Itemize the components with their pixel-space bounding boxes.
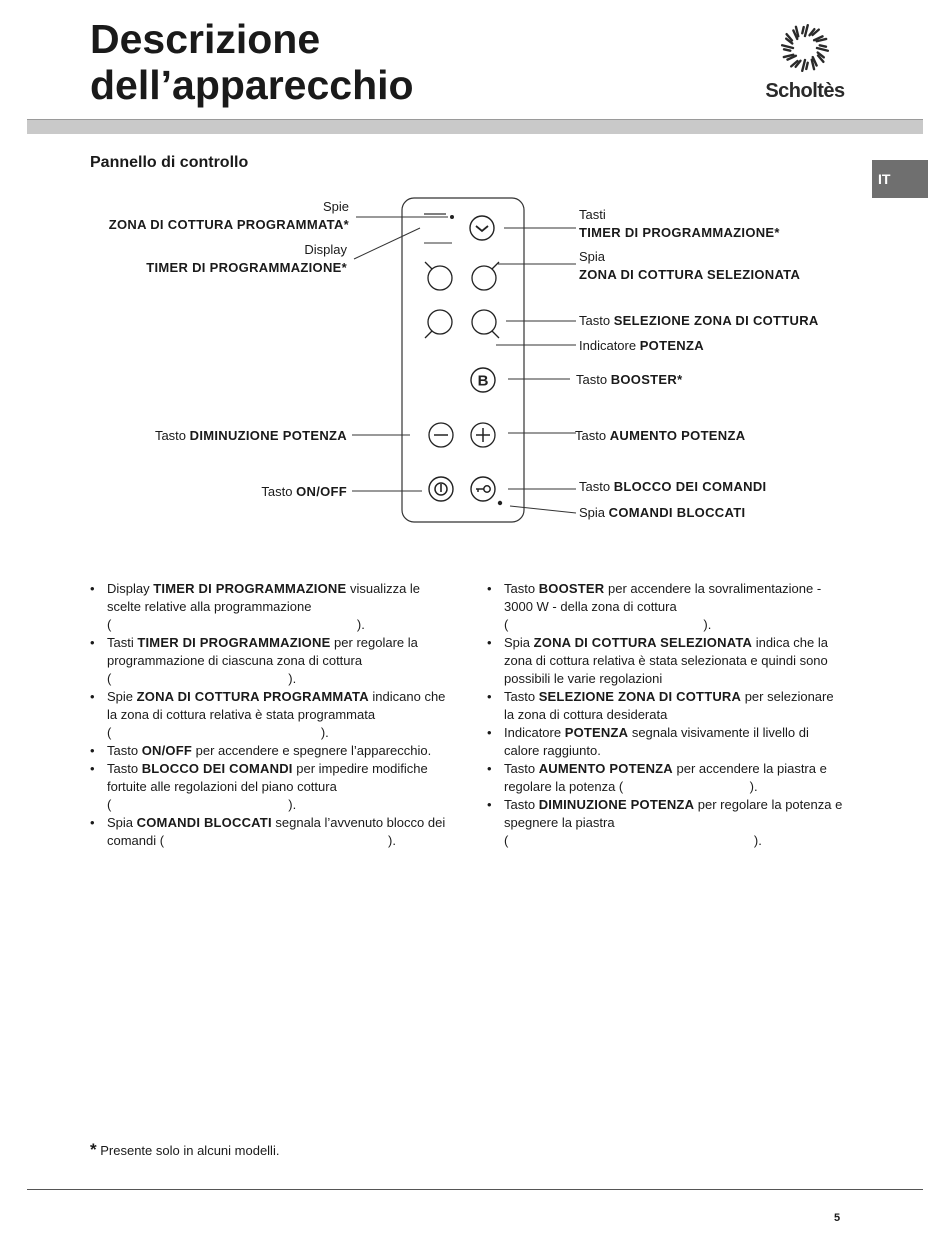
on-off-button[interactable] bbox=[429, 477, 453, 501]
list-item-text: per accendere e spegnere l’apparecchio. bbox=[192, 743, 432, 758]
label-aumento-pre: Tasto bbox=[575, 428, 610, 443]
list-item-prefix: Tasto bbox=[504, 761, 539, 776]
list-item-keyword: ZONA DI COTTURA PROGRAMMATA bbox=[136, 689, 369, 704]
list-item-keyword: DIMINUZIONE POTENZA bbox=[538, 797, 695, 812]
list-item-prefix: Tasto bbox=[107, 743, 142, 758]
list-item bbox=[90, 742, 450, 760]
list-item-text: indica che la zona di cottura relativa è stata selezionata e quindi sono possibili le varie regolazioni bbox=[504, 635, 828, 686]
list-item bbox=[487, 580, 847, 634]
label-booster bbox=[576, 371, 682, 389]
list-item-prefix: Spia bbox=[504, 635, 534, 650]
zone-selected-indicator-left bbox=[425, 262, 452, 290]
label-indicatore bbox=[579, 337, 704, 355]
footnote-star: * bbox=[90, 1140, 97, 1159]
timer-button[interactable] bbox=[470, 216, 494, 240]
section-title: Pannello di controllo bbox=[90, 154, 249, 171]
label-selezione-bold: SELEZIONE ZONA DI COTTURA bbox=[613, 313, 819, 328]
list-item-prefix: Tasto bbox=[504, 581, 539, 596]
panel-outline bbox=[402, 198, 524, 522]
list-item-text: per accendere la piastra e regolare la potenza ( ). bbox=[504, 761, 827, 794]
label-spia-bloccati-bold: COMANDI BLOCCATI bbox=[608, 505, 746, 520]
page-title-line2: dell’apparecchio bbox=[90, 62, 414, 108]
list-item-prefix: Tasto bbox=[504, 797, 539, 812]
list-item-text: visualizza le scelte relative alla programmazione ( ). bbox=[107, 581, 421, 632]
label-aumento-bold: AUMENTO POTENZA bbox=[609, 428, 746, 443]
list-item-text: per accendere la sovralimentazione - 3000 W - della zona di cottura ( ). bbox=[504, 581, 822, 632]
list-item-prefix: Indicatore bbox=[504, 725, 565, 740]
description-list-left bbox=[90, 580, 450, 850]
control-panel-diagram bbox=[0, 0, 950, 600]
list-item-keyword: TIMER DI PROGRAMMAZIONE bbox=[153, 581, 347, 596]
list-item bbox=[487, 634, 847, 688]
list-item bbox=[90, 688, 450, 742]
label-onoff bbox=[261, 483, 347, 501]
label-diminuzione-pre: Tasto bbox=[154, 428, 190, 443]
power-increase-button[interactable] bbox=[471, 423, 495, 447]
list-item-keyword: BLOCCO DEI COMANDI bbox=[141, 761, 293, 776]
label-tasti-timer-pre: Tasti bbox=[579, 207, 606, 222]
list-item-prefix: Tasto bbox=[107, 761, 142, 776]
list-item-prefix: Tasto bbox=[504, 689, 539, 704]
list-item-keyword: COMANDI BLOCCATI bbox=[136, 815, 272, 830]
list-item bbox=[90, 634, 450, 688]
label-indicatore-bold: POTENZA bbox=[639, 338, 704, 353]
zone-selected-indicator-right bbox=[472, 262, 499, 290]
list-item-prefix: Tasti bbox=[107, 635, 138, 650]
zone-select-button-right[interactable] bbox=[472, 310, 499, 338]
list-item-text: per impedire modifiche fortuite alle regolazioni del piano cottura ( ). bbox=[107, 761, 428, 812]
label-spia-zona-pre: Spia bbox=[579, 249, 606, 264]
list-item bbox=[487, 760, 847, 796]
label-spia-zona-bold: ZONA DI COTTURA SELEZIONATA bbox=[579, 267, 801, 282]
list-item bbox=[487, 688, 847, 724]
list-item-keyword: ON/OFF bbox=[141, 743, 192, 758]
list-item-prefix: Display bbox=[107, 581, 154, 596]
label-spia-bloccati bbox=[579, 504, 745, 522]
label-spia-bloccati-pre: Spia bbox=[579, 505, 609, 520]
label-selezione bbox=[579, 312, 819, 330]
footnote-text: Presente solo in alcuni modelli. bbox=[96, 1143, 280, 1158]
booster-letter: B bbox=[477, 372, 489, 390]
label-display-bold: TIMER DI PROGRAMMAZIONE* bbox=[146, 260, 347, 275]
label-spia-zona bbox=[579, 248, 800, 284]
label-onoff-bold: ON/OFF bbox=[296, 484, 347, 499]
list-item-keyword: SELEZIONE ZONA DI COTTURA bbox=[538, 689, 742, 704]
label-tasti-timer bbox=[579, 206, 780, 242]
list-item bbox=[90, 814, 450, 850]
list-item-text: per regolare la programmazione di ciascuna zona di cottura ( ). bbox=[107, 635, 418, 686]
list-item-prefix: Spia bbox=[107, 815, 137, 830]
list-item-keyword: AUMENTO POTENZA bbox=[538, 761, 673, 776]
list-item bbox=[90, 580, 450, 634]
list-item-keyword: ZONA DI COTTURA SELEZIONATA bbox=[533, 635, 753, 650]
label-booster-pre: Tasto bbox=[576, 372, 611, 387]
footer-divider bbox=[27, 1189, 923, 1190]
label-display-pre: Display bbox=[304, 242, 347, 257]
label-blocco-bold: BLOCCO DEI COMANDI bbox=[613, 479, 767, 494]
brand-name: Scholtès bbox=[765, 80, 845, 102]
page-title-line1: Descrizione bbox=[90, 16, 321, 62]
label-diminuzione-bold: DIMINUZIONE POTENZA bbox=[189, 428, 347, 443]
leader-spia-bloccati bbox=[510, 506, 576, 513]
list-item-text: segnala visivamente il livello di calore raggiunto. bbox=[504, 725, 809, 758]
list-item-text: segnala l’avvenuto blocco dei comandi ( ). bbox=[107, 815, 446, 848]
list-item bbox=[90, 760, 450, 814]
label-display bbox=[146, 241, 347, 277]
booster-button[interactable] bbox=[471, 368, 495, 392]
label-spie bbox=[109, 198, 349, 234]
power-decrease-button[interactable] bbox=[429, 423, 453, 447]
list-item-keyword: BOOSTER bbox=[538, 581, 605, 596]
list-item bbox=[487, 724, 847, 760]
label-booster-bold: BOOSTER* bbox=[610, 372, 683, 387]
description-list-right bbox=[487, 580, 847, 850]
page-number: 5 bbox=[834, 1212, 841, 1224]
label-selezione-pre: Tasto bbox=[579, 313, 614, 328]
list-item-text: per selezionare la zona di cottura desiderata bbox=[504, 689, 834, 722]
label-spie-pre: Spie bbox=[322, 199, 349, 214]
label-onoff-pre: Tasto bbox=[261, 484, 297, 499]
list-item-keyword: TIMER DI PROGRAMMAZIONE bbox=[137, 635, 331, 650]
label-spie-bold: ZONA DI COTTURA PROGRAMMATA* bbox=[108, 217, 349, 232]
label-diminuzione bbox=[155, 427, 347, 445]
spia-comandi-bloccati-dot bbox=[498, 501, 502, 505]
zone-select-button-left[interactable] bbox=[425, 310, 452, 338]
spia-programmata-dot bbox=[450, 215, 454, 219]
list-item-text: per regolare la potenza e spegnere la piastra ( ). bbox=[504, 797, 843, 848]
label-tasti-timer-bold: TIMER DI PROGRAMMAZIONE* bbox=[579, 225, 780, 240]
label-blocco-pre: Tasto bbox=[579, 479, 614, 494]
list-item-keyword: POTENZA bbox=[564, 725, 629, 740]
lock-controls-button[interactable] bbox=[471, 477, 495, 501]
list-item-text: indicano che la zona di cottura relativa è stata programmata ( ). bbox=[107, 689, 446, 740]
list-item-prefix: Spie bbox=[107, 689, 137, 704]
label-blocco bbox=[579, 478, 766, 496]
language-tab: IT bbox=[872, 160, 928, 198]
list-item bbox=[487, 796, 847, 850]
label-aumento bbox=[575, 427, 745, 445]
leader-display bbox=[354, 228, 420, 259]
label-indicatore-pre: Indicatore bbox=[579, 338, 640, 353]
footnote bbox=[90, 1140, 279, 1160]
